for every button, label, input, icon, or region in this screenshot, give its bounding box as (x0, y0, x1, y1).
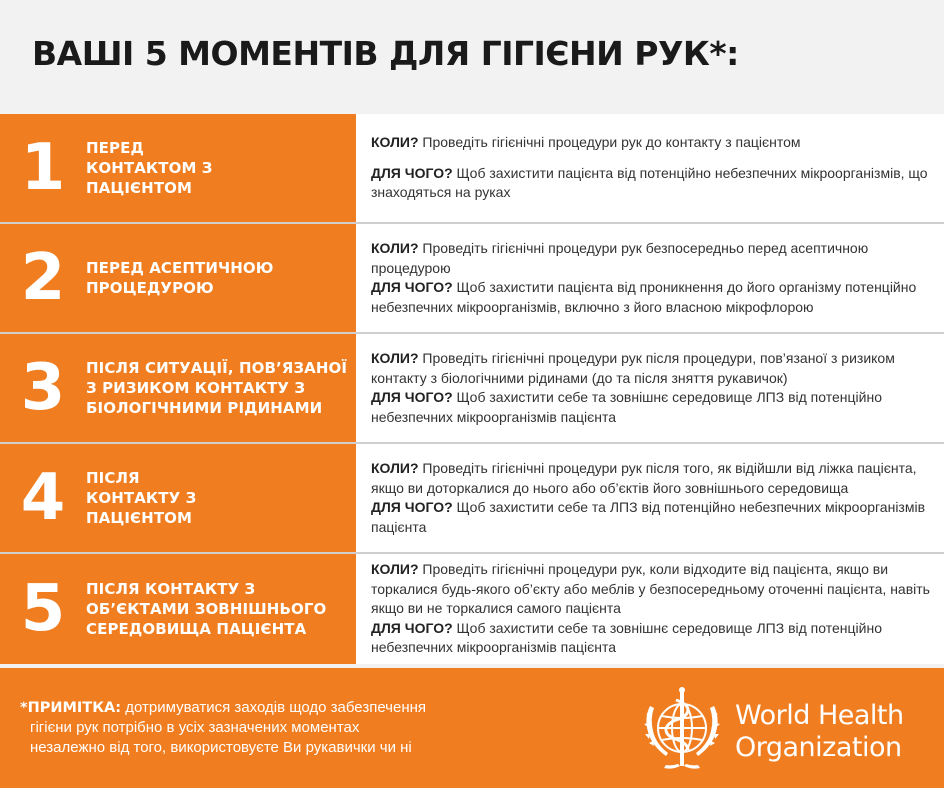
moments-list (0, 114, 944, 664)
footer (0, 668, 944, 788)
when-text: КОЛИ? Проведіть гігієнічні процедури рук до контакту з пацієнтом (371, 134, 801, 151)
footnote-label: *ПРИМІТКА: (20, 700, 122, 716)
moment-title: ПЕРЕД АСЕПТИЧНОЮ ПРОЦЕДУРОЮ (86, 259, 274, 297)
moment-row-3 (0, 334, 944, 444)
moment-details (356, 554, 944, 664)
moment-header (0, 224, 356, 332)
when-label: КОЛИ? (371, 460, 419, 476)
moment-header (0, 334, 356, 442)
footnote: *ПРИМІТКА: дотримуватися заходів щодо забезпечення гігієни рук потрібно в усіх зазначених моментах незалежно від того, використовуєте Ви рукавички чи ні (20, 699, 427, 756)
when-text: КОЛИ? Проведіть гігієнічні процедури рук після того, як відійшли від ліжка пацієнта, якщо ви доторкалися до нього або об’єктів його зовнішнього середовища (371, 460, 917, 496)
why-text: ДЛЯ ЧОГО? Щоб захистити себе та зовнішнє середовище ЛПЗ від потенційно небезпечних мікроорганізмів пацієнта (371, 389, 882, 425)
why-text: ДЛЯ ЧОГО? Щоб захистити себе та зовнішнє середовище ЛПЗ від потенційно небезпечних мікроорганізмів пацієнта (371, 619, 882, 656)
page-title: ВАШІ 5 МОМЕНТІВ ДЛЯ ГІГІЄНИ РУК*: (32, 34, 739, 73)
when-label: КОЛИ? (371, 350, 419, 366)
moment-header (0, 554, 356, 664)
moment-details (356, 114, 944, 222)
moment-row-1 (0, 114, 944, 224)
why-label: ДЛЯ ЧОГО? (371, 619, 453, 636)
who-emblem-icon (636, 684, 728, 776)
moment-header (0, 114, 356, 222)
when-label: КОЛИ? (371, 240, 419, 256)
moment-details (356, 334, 944, 442)
moment-number: 2 (20, 241, 66, 315)
moment-details (356, 444, 944, 552)
moment-title: ПІСЛЯ КОНТАКТУ З ОБ’ЄКТАМИ ЗОВНІШНЬОГО СЕРЕДОВИЩА ПАЦІЄНТА (86, 580, 327, 638)
moment-title: ПЕРЕД КОНТАКТОМ З ПАЦІЄНТОМ (86, 139, 213, 197)
when-text: КОЛИ? Проведіть гігієнічні процедури рук безпосередньо перед асептичною процедурою (371, 240, 869, 276)
when-text: КОЛИ? Проведіть гігієнічні процедури рук, коли відходите від пацієнта, якщо ви торкалися будь-якого об’єкту або меблів у безпосередньому оточенні пацієнта, навіть якщо ви не торкалися самого пацієнта (371, 561, 930, 617)
moment-header (0, 444, 356, 552)
moment-details (356, 224, 944, 332)
why-label: ДЛЯ ЧОГО? (371, 279, 453, 295)
why-text: ДЛЯ ЧОГО? Щоб захистити пацієнта від потенційно небезпечних мікроорганізмів, що знаходяться на руках (371, 164, 928, 201)
moment-title: ПІСЛЯ КОНТАКТУ З ПАЦІЄНТОМ (86, 469, 197, 527)
moment-row-5 (0, 554, 944, 664)
moment-row-2 (0, 224, 944, 334)
moment-number: 1 (20, 131, 66, 205)
organization-name: World Health Organization (735, 700, 904, 763)
moment-number: 4 (20, 461, 66, 535)
when-text: КОЛИ? Проведіть гігієнічні процедури рук після процедури, пов’язаної з ризиком контакту з біологічними рідинами (до та після зняття рукавичок) (371, 350, 895, 386)
moment-number: 3 (20, 351, 66, 425)
moment-title: ПІСЛЯ СИТУАЦІЇ, ПОВ’ЯЗАНОЇ З РИЗИКОМ КОНТАКТУ З БІОЛОГІЧНИМИ РІДИНАМИ (86, 359, 348, 417)
moment-number: 5 (20, 572, 66, 646)
why-text: ДЛЯ ЧОГО? Щоб захистити пацієнта від проникнення до його організму потенційно небезпечних мікроорганізмів, включно з його власною мікрофлорою (371, 279, 917, 315)
when-label: КОЛИ? (371, 134, 419, 151)
moment-row-4 (0, 444, 944, 554)
why-text: ДЛЯ ЧОГО? Щоб захистити себе та ЛПЗ від потенційно небезпечних мікроорганізмів пацієнта (371, 499, 926, 535)
why-label: ДЛЯ ЧОГО? (371, 164, 453, 181)
header (0, 0, 944, 114)
why-label: ДЛЯ ЧОГО? (371, 389, 453, 405)
when-label: КОЛИ? (371, 561, 419, 578)
why-label: ДЛЯ ЧОГО? (371, 499, 453, 515)
who-logo (636, 682, 936, 778)
